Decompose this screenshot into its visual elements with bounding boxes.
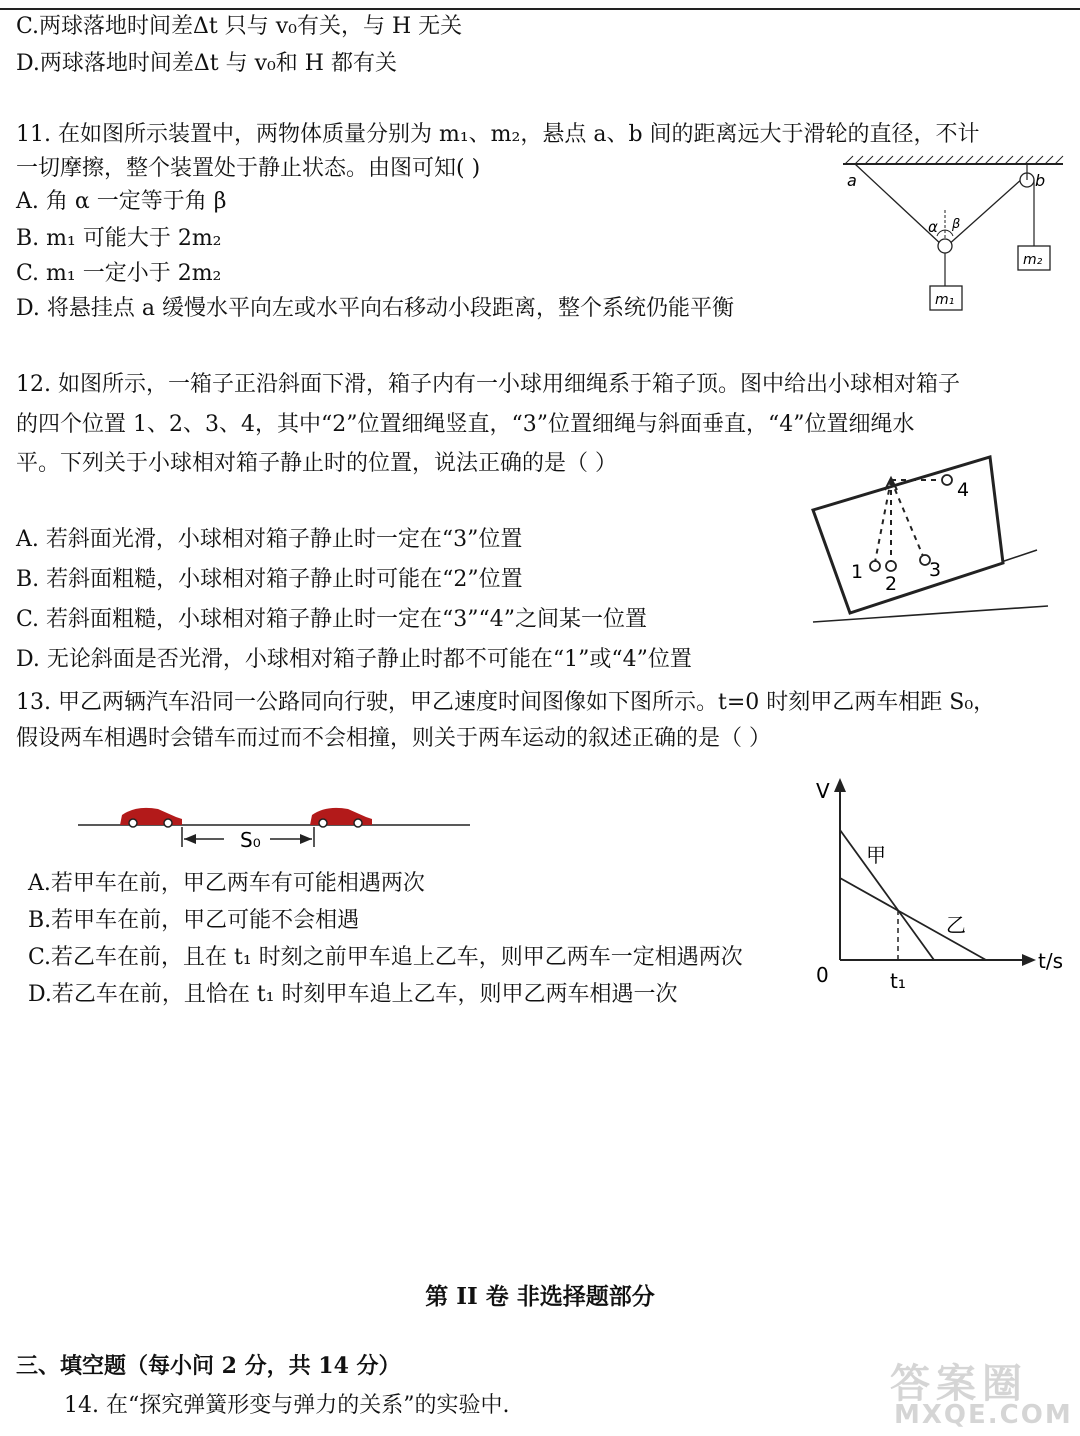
q13-option-b: B.若甲车在前，甲乙可能不会相遇 <box>28 908 360 933</box>
q11-option-b: B. m₁ 可能大于 2m₂ <box>16 226 222 251</box>
q12-label-3: 3 <box>929 559 942 581</box>
q13-s0-label: S₀ <box>240 828 261 852</box>
q12-stem-line2: 的四个位置 1、2、3、4，其中“2”位置细绳竖直，“3”位置细绳与斜面垂直，“4”位置细绳水 <box>16 412 915 437</box>
section3-title: 三、填空题（每小问 2 分，共 14 分） <box>16 1353 401 1379</box>
q13-graph-origin: 0 <box>816 963 829 987</box>
q11-label-m1: m₁ <box>935 292 955 308</box>
q11-stem-line1: 11. 在如图所示装置中，两物体质量分别为 m₁、m₂，悬点 a、b 间的距离远大于滑轮的直径，不计 <box>16 122 980 147</box>
q12-option-c: C. 若斜面粗糙，小球相对箱子静止时一定在“3”“4”之间某一位置 <box>16 607 648 632</box>
q13-graph-yi: 乙 <box>946 913 966 937</box>
q12-label-4: 4 <box>957 479 970 501</box>
q13-option-c: C.若乙车在前，且在 t₁ 时刻之前甲车追上乙车，则甲乙两车一定相遇两次 <box>28 945 743 970</box>
q13-graph-jia: 甲 <box>866 843 886 867</box>
q13-vt-graph <box>810 770 1070 1000</box>
q13-option-d: D.若乙车在前，且恰在 t₁ 时刻甲车追上乙车，则甲乙两车相遇一次 <box>28 982 678 1007</box>
q13-graph-ylabel: V <box>816 779 830 803</box>
q11-label-m2: m₂ <box>1023 252 1043 268</box>
q12-label-1: 1 <box>851 561 864 583</box>
q11-option-d: D. 将悬挂点 a 缓慢水平向左或水平向右移动小段距离，整个系统仍能平衡 <box>16 296 734 321</box>
q12-box-incline-figure <box>805 450 1055 630</box>
car-icon <box>120 808 182 827</box>
q11-label-a: a <box>847 171 857 190</box>
part2-title: 第 II 卷 非选择题部分 <box>425 1283 655 1310</box>
q10-option-d: D.两球落地时间差Δt 与 v₀和 H 都有关 <box>16 51 397 76</box>
q13-graph-t1: t₁ <box>890 969 906 993</box>
q11-pulley-figure <box>835 150 1075 320</box>
q13-road-figure <box>78 795 478 855</box>
q12-option-b: B. 若斜面粗糙，小球相对箱子静止时可能在“2”位置 <box>16 567 523 592</box>
q12-option-a: A. 若斜面光滑，小球相对箱子静止时一定在“3”位置 <box>16 527 523 552</box>
top-rule <box>0 0 1080 10</box>
q12-stem-line1: 12. 如图所示，一箱子正沿斜面下滑，箱子内有一小球用细绳系于箱子顶。图中给出小球相对箱子 <box>16 372 960 397</box>
car-icon <box>310 808 372 827</box>
q10-option-c: C.两球落地时间差Δt 只与 v₀有关，与 H 无关 <box>16 14 463 39</box>
watermark-logo-top: 答案圈 <box>890 1361 1028 1407</box>
q14-stem: 14. 在“探究弹簧形变与弹力的关系”的实验中. <box>64 1393 510 1418</box>
q11-stem-line2: 一切摩擦，整个装置处于静止状态。由图可知( ) <box>16 156 481 181</box>
q11-option-c: C. m₁ 一定小于 2m₂ <box>16 261 222 286</box>
q12-option-d: D. 无论斜面是否光滑，小球相对箱子静止时都不可能在“1”或“4”位置 <box>16 647 692 672</box>
q12-stem-line3: 平。下列关于小球相对箱子静止时的位置，说法正确的是（ ） <box>16 451 617 476</box>
q12-label-2: 2 <box>885 573 898 595</box>
watermark-logo-bottom: MXQE.COM <box>894 1400 1073 1430</box>
moving-pulley <box>938 239 952 253</box>
watermark-logo <box>890 1352 1073 1432</box>
line-jia <box>840 830 934 960</box>
q13-option-a: A.若甲车在前，甲乙两车有可能相遇两次 <box>28 871 425 896</box>
q11-label-alpha: α <box>928 218 938 236</box>
q11-label-beta: β <box>952 217 961 232</box>
q11-label-b: b <box>1035 171 1046 190</box>
q11-option-a: A. 角 α 一定等于角 β <box>16 189 227 214</box>
q13-stem-line2: 假设两车相遇时会错车而过而不会相撞，则关于两车运动的叙述正确的是（ ） <box>16 726 771 751</box>
q13-stem-line1: 13. 甲乙两辆汽车沿同一公路同向行驶，甲乙速度时间图像如下图所示。t=0 时刻甲乙两车相距 S₀， <box>16 690 996 715</box>
q13-graph-xlabel: t/s <box>1038 949 1063 973</box>
